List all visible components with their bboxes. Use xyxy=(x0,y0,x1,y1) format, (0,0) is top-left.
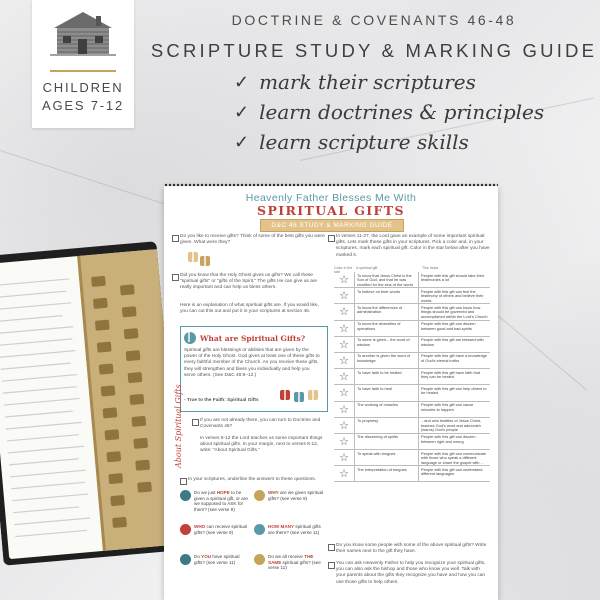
gift-name-cell: The working of miracles xyxy=(354,402,418,417)
table-row xyxy=(334,353,490,369)
star-icon[interactable]: ☆ xyxy=(339,402,349,416)
gift-icon xyxy=(254,554,265,565)
gift-name-cell: The discerning of spirits xyxy=(354,434,418,449)
left-question-5: In your scriptures, underline the answers to these questions. xyxy=(188,477,316,482)
question-text: Do YOU have spiritual gifts? (see verse 11) xyxy=(194,554,240,565)
gift-name-cell: To have faith to heal xyxy=(354,385,418,400)
table-row xyxy=(334,402,490,418)
feature-item xyxy=(234,127,544,157)
column-header: Color in the star xyxy=(334,266,353,274)
worksheet-page xyxy=(164,186,498,600)
left-question-4a: If you are not already there, you can turn to Doctrine and Covenants 46? xyxy=(200,418,321,430)
left-question-1: Do you like to receive gifts? Think of some of the best gifts you were given. What were they? xyxy=(180,234,325,246)
checkbox[interactable] xyxy=(328,235,335,242)
table-body xyxy=(334,272,490,482)
gift-description-cell: People with this gift can discern between good and bad spirits xyxy=(418,321,490,336)
table-row xyxy=(334,288,490,304)
checkbox[interactable] xyxy=(328,544,335,551)
definition-body: Spiritual gifts are blessings or abilities that are given by the power of the Holy Ghost. God gives at least one of these gifts to every faithful member of the Church. As you receive these gifts, they will strengthen and bless you individually and help you serve others. (See D&C 46:8–12.) xyxy=(184,348,320,378)
definition-title: What are Spiritual Gifts? xyxy=(200,334,306,343)
gift-description-cell: People with this gift should take their testimonies a lot xyxy=(418,272,490,287)
worksheet-title: Heavenly Father Blesses Me With xyxy=(245,192,417,204)
gift-description-cell: People with this gift have a knowledge of God's eternal truths xyxy=(418,353,490,368)
margin-note: About Spiritual Gifts xyxy=(174,384,183,468)
gift-name-cell: To know the differences of administration xyxy=(354,304,418,319)
badge-divider xyxy=(50,70,116,72)
gift-name-cell: To know that Jesus Christ is the Son of God, and that he was crucified for the sins of the world xyxy=(354,272,418,287)
gift-description-cell: People with this gift can know how things should be governed and accomplished within the Lord's Church xyxy=(418,304,490,319)
gift-icon xyxy=(200,256,210,266)
gift-icon xyxy=(188,252,198,262)
feature-label: learn scripture skills xyxy=(259,130,469,154)
right-question-1: In verses 11-27, the Lord gave an example of some important spiritual gifts. Lets mark these gifts in your scriptures. Pick a color and, in your scriptures, mark each spiritual gift. Color in the star below after you have marked it. xyxy=(336,234,490,258)
gift-description-cell: People with this gift can feel the testimony of others and believe their words. xyxy=(418,288,490,303)
table-row xyxy=(334,466,490,482)
gift-name-cell: To prophesy xyxy=(354,418,418,433)
check-icon: ✓ xyxy=(234,101,250,123)
star-icon[interactable]: ☆ xyxy=(339,386,349,400)
worksheet-banner: D&C 46 STUDY & MARKING GUIDE xyxy=(260,219,404,232)
gift-name-cell: To some is given... the word of wisdom xyxy=(354,337,418,352)
gift-description-cell: People with this gift can discern between right and wrong xyxy=(418,434,490,449)
checkbox[interactable] xyxy=(172,274,179,281)
gift-icon xyxy=(180,524,191,535)
star-icon[interactable]: ☆ xyxy=(339,451,349,465)
table-row xyxy=(334,272,490,288)
gift-name-cell: To speak with tongues xyxy=(354,450,418,465)
feature-label: mark their scriptures xyxy=(259,70,476,94)
gift-name-cell: To another is given the word of knowledge xyxy=(354,353,418,368)
definition-source: - True to the Faith: Spiritual Gifts xyxy=(184,398,259,403)
question-cell xyxy=(180,490,250,512)
column-header: This helps xyxy=(422,266,439,270)
question-text: WHY are we given spiritual gifts? (see verse 9) xyxy=(268,490,324,501)
star-icon[interactable]: ☆ xyxy=(339,467,349,481)
gift-description-cell: People with this gift can cause miracles to happen xyxy=(418,402,490,417)
table-row xyxy=(334,337,490,353)
gift-icon xyxy=(308,390,318,400)
feature-item xyxy=(234,97,544,127)
feature-list xyxy=(234,67,544,157)
table-row xyxy=(334,450,490,466)
subtitle-heading: DOCTRINE & COVENANTS 46-48 xyxy=(231,12,517,28)
question-cell xyxy=(180,554,250,565)
feature-item xyxy=(234,67,544,97)
gift-name-cell: The interpretation of tongues xyxy=(354,466,418,481)
gift-icon xyxy=(180,554,191,565)
gift-icon xyxy=(184,332,196,344)
left-question-4b: In verses 8-12 the Lord teaches us some important things about spiritual gifts. In your margin, next to verses 8-12, write: "About Spiritual Gifts." xyxy=(200,436,323,454)
right-question-2: Do you know some people with some of the above spiritual gifts? Write their names next to the gift they have. xyxy=(336,543,487,555)
log-cabin-icon xyxy=(48,8,118,58)
gift-name-cell: To have faith to be healed xyxy=(354,369,418,384)
spiritual-gifts-table xyxy=(334,266,490,482)
checkbox[interactable] xyxy=(180,478,187,485)
gift-icon xyxy=(280,390,290,400)
gift-icon xyxy=(254,490,265,501)
gift-description-cell: People with this gift are blessed with wisdom xyxy=(418,337,490,352)
table-row xyxy=(334,385,490,401)
check-icon: ✓ xyxy=(234,131,250,153)
check-icon: ✓ xyxy=(234,71,250,93)
gift-description-cell: People with this gift can communicate with those who speak a different language or share the gospel with ... xyxy=(418,450,490,465)
checkbox[interactable] xyxy=(192,419,199,426)
table-row xyxy=(334,369,490,385)
question-text: Do we just HOPE to be given a spiritual gift, or are we supposed to ASK for them? (see verse 8) xyxy=(194,490,248,512)
badge-line-1: CHILDREN xyxy=(42,80,124,95)
column-header: A spiritual gift xyxy=(356,266,378,270)
left-question-2: Did you know that the Holy Ghost gives us gifts? We call these "spiritual gifts" or "gifts of the Spirit." The gifts He can give us are really important and can help us bless others. xyxy=(180,273,318,291)
worksheet-subtitle: SPIRITUAL GIFTS xyxy=(257,203,405,218)
star-icon[interactable]: ☆ xyxy=(339,418,349,432)
left-paragraph-3: Here is an explanation of what spiritual gifts are. If you would like, you can cut this out and put it in your scriptures at section 46. xyxy=(180,303,319,315)
gift-description-cell: People with this gift can help others to be healed xyxy=(418,385,490,400)
star-icon[interactable]: ☆ xyxy=(339,305,349,319)
question-cell xyxy=(254,524,326,535)
gift-icon xyxy=(180,490,191,501)
star-icon[interactable]: ☆ xyxy=(339,434,349,448)
question-text: WHO can receive spiritual gifts? (see verse 9) xyxy=(194,524,248,535)
star-icon[interactable]: ☆ xyxy=(339,273,349,287)
feature-label: learn doctrines & principles xyxy=(259,100,545,124)
question-text: HOW MANY spiritual gifts are there? (see verse 11) xyxy=(268,524,321,535)
star-icon[interactable]: ☆ xyxy=(339,337,349,351)
table-row xyxy=(334,304,490,320)
question-cell xyxy=(180,524,250,535)
gift-name-cell: To know the diversities of operations xyxy=(354,321,418,336)
spiral-binding xyxy=(164,182,498,188)
gift-name-cell: To believe on their words xyxy=(354,288,418,303)
age-badge xyxy=(32,0,134,128)
star-icon[interactable]: ☆ xyxy=(339,370,349,384)
right-question-3: You can ask Heavenly Father to help you recognize your spiritual gifts, you can also ask the bishop and those who know you well. Talk with your parents about the gifts they recognize you have and how you can use those gifts to help others. xyxy=(336,561,486,585)
badge-line-2: AGES 7-12 xyxy=(42,98,124,113)
table-row xyxy=(334,321,490,337)
question-cell xyxy=(254,554,326,571)
gift-description-cell: ...and who testifies of Jesus Christ, teaches God's word and admonish (warns) God's people xyxy=(418,418,490,433)
star-icon[interactable]: ☆ xyxy=(339,321,349,335)
question-cell xyxy=(254,490,326,501)
gift-description-cell: People with this gift have faith that they can be healed xyxy=(418,369,490,384)
gift-icon xyxy=(254,524,265,535)
table-row xyxy=(334,434,490,450)
gift-description-cell: People with this gift can understand different languages xyxy=(418,466,490,481)
star-icon[interactable]: ☆ xyxy=(339,354,349,368)
main-heading: SCRIPTURE STUDY & MARKING GUIDE xyxy=(150,40,598,61)
gift-icon xyxy=(294,392,304,402)
table-row xyxy=(334,418,490,434)
star-icon[interactable]: ☆ xyxy=(339,289,349,303)
checkbox[interactable] xyxy=(328,562,335,569)
checkbox[interactable] xyxy=(172,235,179,242)
question-text: Do we all receive THE SAME spiritual gifts? (see verse 11) xyxy=(268,554,321,571)
